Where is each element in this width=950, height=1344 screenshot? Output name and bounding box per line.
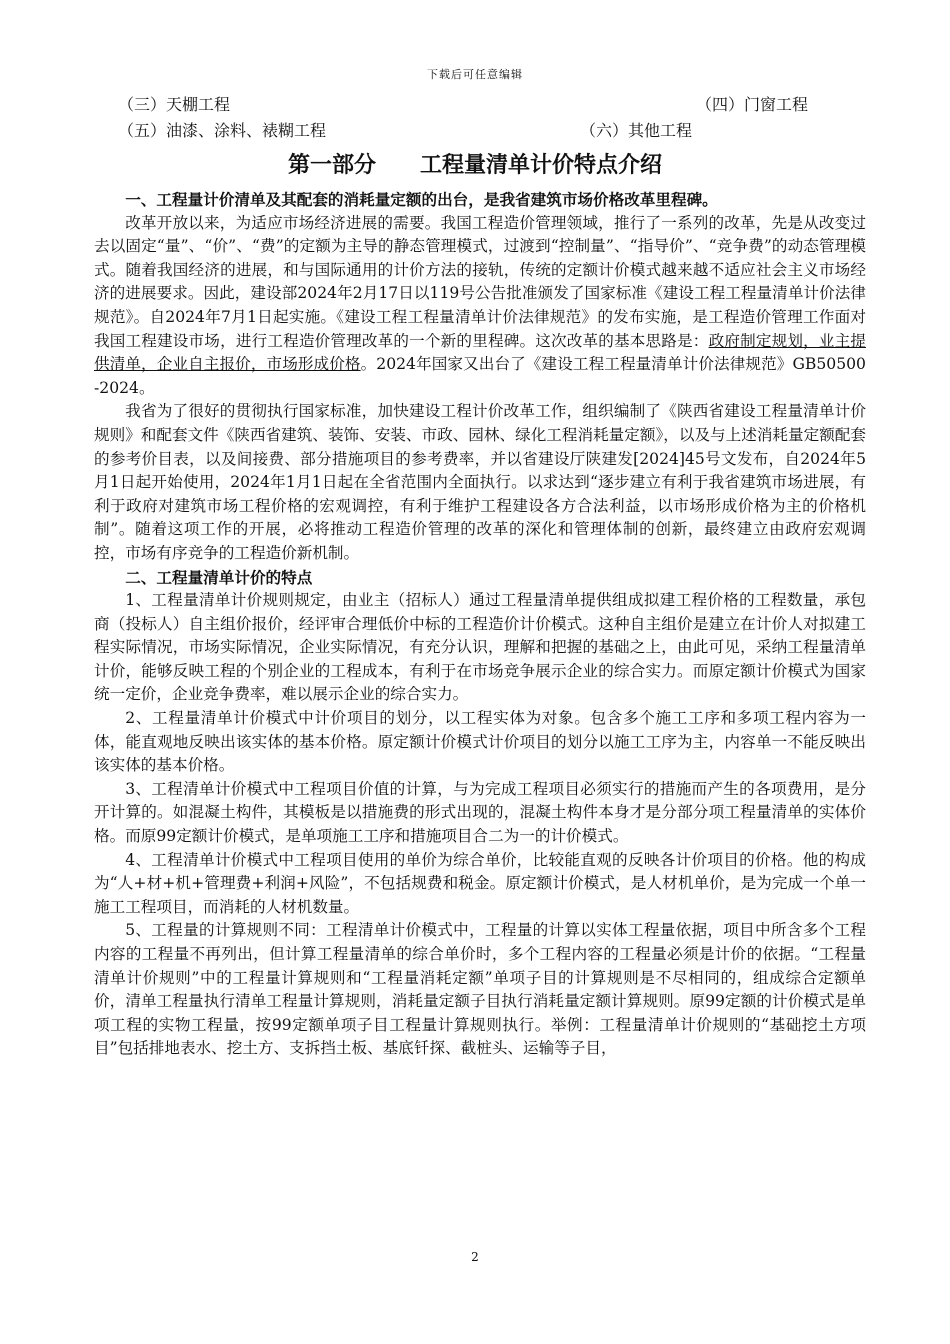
toc-item-paint: （五）油漆、涂料、裱糊工程 [118,121,327,140]
paragraph-text: 改革开放以来，为适应市场经济进展的需要。我国工程造价管理领域，推行了一系列的改革，先是从改变过去以固定“量”、“价”、“费”的定额为主导的静态管理模式，过渡到“控制量”、“指导价”、“竞争费”的动态管理模式。随着我国经济的进展，和与国际通用的计价方法的接轨，传统的定额计价模式越来越不适应社会主义市场经济的进展要求。因此，建设部2024年2月17日以119号公告批准颁发了国家标准《建设工程工程量清单计价法律规范》。自2024年7月1日起实施。《建设工程工程量清单计价法律规范》的发布实施，是工程造价管理工作面对我国工程建设市场，进行工程造价管理改革的一个新的里程碑。这次改革的基本思路是： [94,213,866,350]
section2-heading: 二、工程量清单计价的特点 [125,567,313,587]
section1-paragraph-2: 我省为了很好的贯彻执行国家标准，加快建设工程计价改革工作，组织编制了《陕西省建设工程量清单计价规则》和配套文件《陕西省建筑、装饰、安装、市政、园林、绿化工程消耗量定额》，以及与上述消耗量定额配套的参考价目表，以及间接费、部分措施项目的参考费率，并以省建设厅陕建发[2024]45号文发布，自2024年5月1日起开始使用，2024年1月1日起在全省范围内全面执行。以求达到“逐步建立有利于我省建筑市场进展，有利于政府对建筑市场工程价格的宏观调控，有利于维护工程建设各方合法利益，以市场形成价格为主的价格机制”。随着这项工作的开展，必将推动工程造价管理的改革的深化和管理体制的创新，最终建立由政府宏观调控，市场有序竞争的工程造价新机制。 [94,402,866,562]
section2-item-3: 3、工程清单计价模式中工程项目价值的计算，与为完成工程项目必须实行的措施而产生的各项费用，是分开计算的。如混凝土构件，其模板是以措施费的形式出现的，混凝土构件本身才是分部分项工程量清单的实体价格。而原99定额计价模式，是单项施工工序和措施项目合二为一的计价模式。 [94,779,866,846]
section2-item-1: 1、工程量清单计价规则规定，由业主（招标人）通过工程量清单提供组成拟建工程价格的工程数量，承包商（投标人）自主组价报价，经评审合理低价中标的工程造价计价模式。这种自主组价是建立在计价人对拟建工程实际情况，市场实际情况，企业实际情况，有充分认识，理解和把握的基础之上，由此可见，采纳工程量清单计价，能够反映工程的个别企业的工程成本，有利于在市场竞争展示企业的综合实力。而原定额计价模式为国家统一定价，企业竞争费率，难以展示企业的综合实力。 [94,591,866,704]
toc-item-other: （六）其他工程 [580,121,693,140]
section2-item-4: 4、工程清单计价模式中工程项目使用的单价为综合单价，比较能直观的反映各计价项目的价格。他的构成为“人+材+机+管理费+利润+风险”，不包括规费和税金。原定额计价模式，是人材机单价，是为完成一个单一施工工程项目，而消耗的人材机数量。 [94,850,866,916]
document-body [94,188,866,1061]
section2-item-2: 2、工程量清单计价模式中计价项目的划分，以工程实体为对象。包含多个施工工序和多项工程内容为一体，能直观地反映出该实体的基本价格。原定额计价模式计价项目的划分以施工工序为主，内容单一不能反映出该实体的基本价格。 [94,709,866,775]
underlined-principle: 政府制定规划，业主提供清单，企业自主报价，市场形成价格 [94,331,866,374]
section1-heading: 一、工程量计价清单及其配套的消耗量定额的出台，是我省建筑市场价格改革里程碑。 [125,190,718,209]
toc-item-doors-windows: （四）门窗工程 [696,95,809,114]
page-title: 第一部分 工程量清单计价特点介绍 [287,152,662,178]
section1-paragraph-1 [94,212,866,401]
paragraph-text: 。2024年国家又出台了《建设工程工程量清单计价法律规范》GB50500-2024。 [94,355,866,397]
header-note: 下载后可任意编辑 [427,68,523,81]
page-number: 2 [471,1250,479,1264]
toc-item-ceiling: （三）天棚工程 [118,95,231,114]
section2-item-5: 5、工程量的计算规则不同：工程清单计价模式中，工程量的计算以实体工程量依据，项目中所含多个工程内容的工程量不再列出，但计算工程量清单的综合单价时，多个工程内容的工程量必须是计价的依据。“工程量清单计价规则”中的工程量计算规则和“工程量消耗定额”单项子目的计算规则是不尽相同的，组成综合定额单价，清单工程量执行清单工程量计算规则，消耗量定额子目执行消耗量定额计算规则。原99定额的计价模式是单项工程的实物工程量，按99定额单项子目工程量计算规则执行。举例：工程量清单计价规则的“基础挖土方项目”包括排地表水、挖土方、支拆挡土板、基底钎探、截桩头、运输等子目， [94,921,866,1058]
